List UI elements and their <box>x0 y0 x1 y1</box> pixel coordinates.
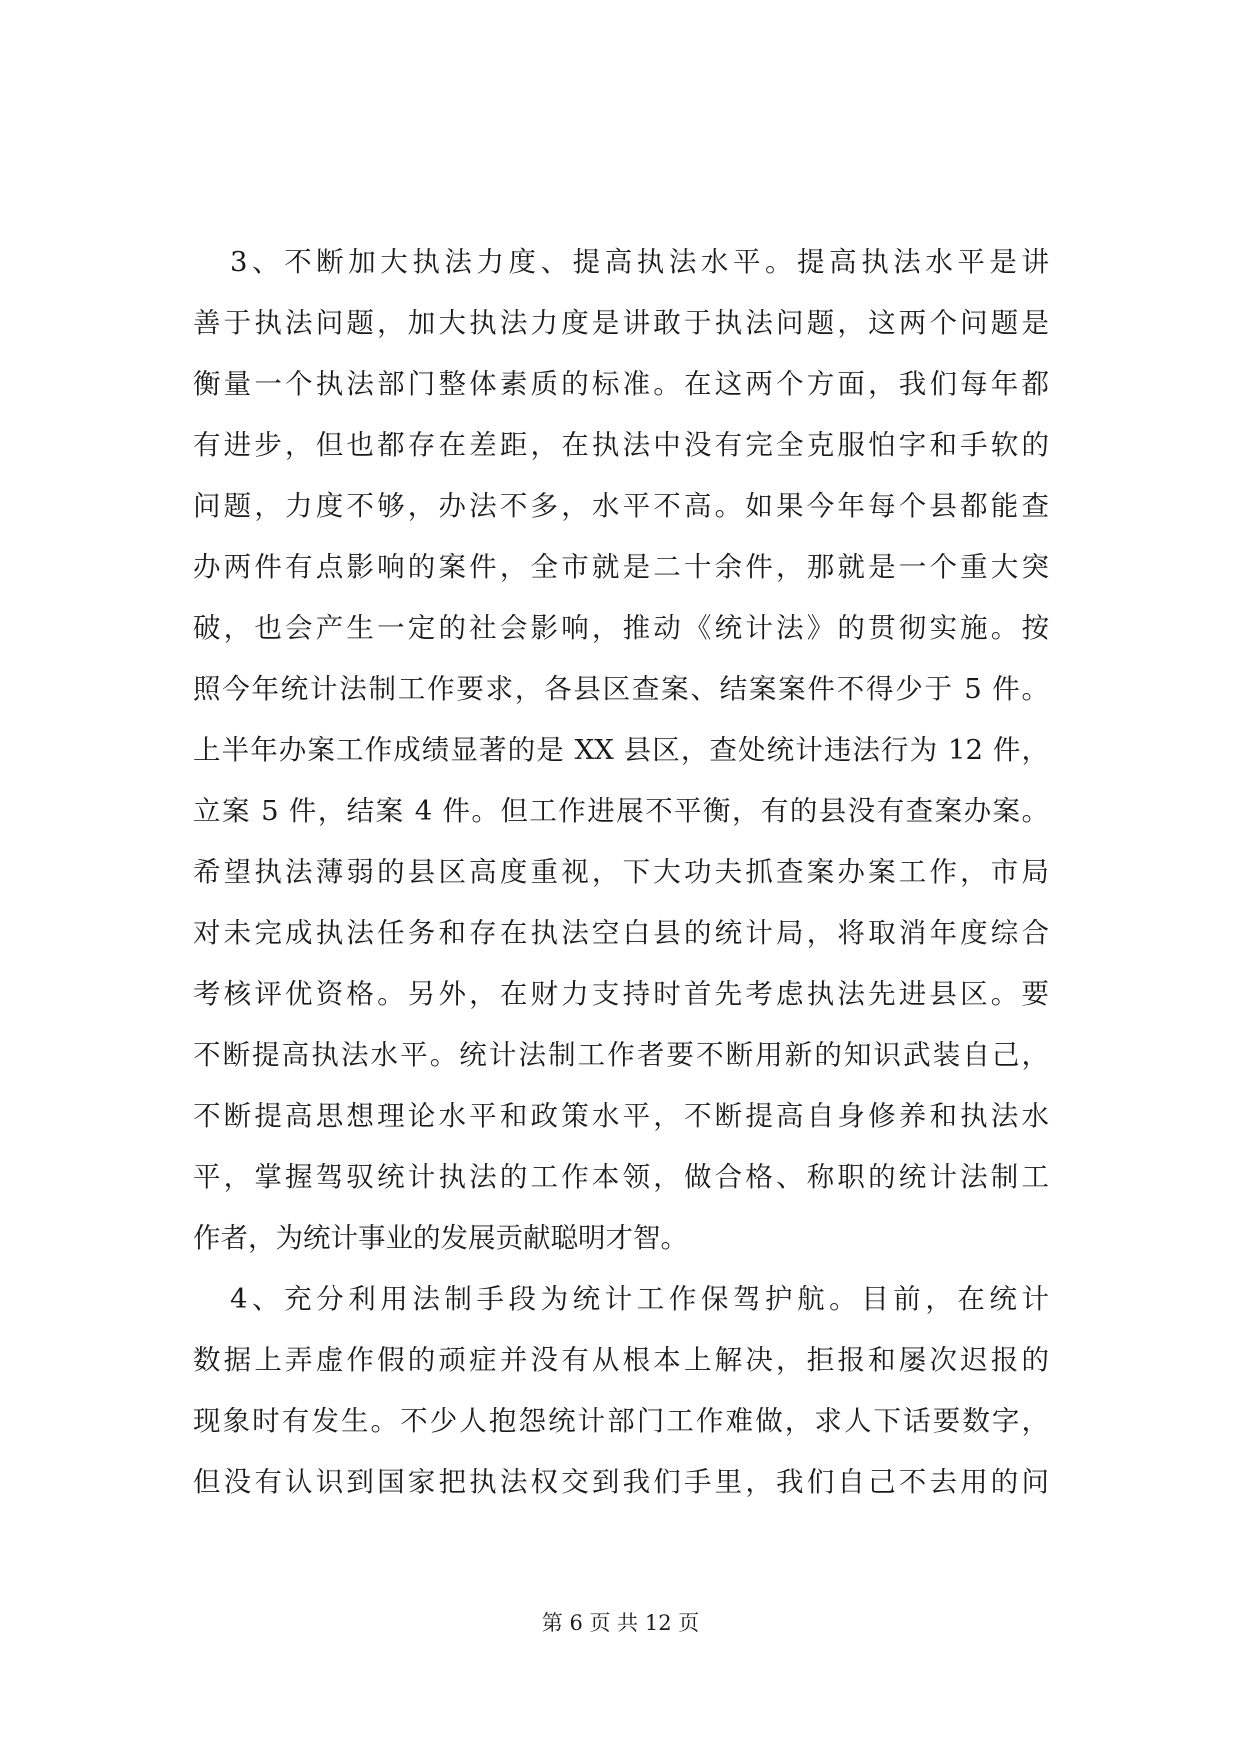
paragraph-3-line-11: 希望执法薄弱的县区高度重视，下大功夫抓查案办案工作，市局 <box>193 856 1049 888</box>
paragraph-3-line-8: 照今年统计法制工作要求，各县区查案、结案案件不得少于 5 件。 <box>193 673 1049 705</box>
paragraph-3-line-1: 3、不断加大执法力度、提高执法水平。提高执法水平是讲 <box>230 246 1049 278</box>
paragraph-3-line-3: 衡量一个执法部门整体素质的标准。在这两个方面，我们每年都 <box>193 368 1049 400</box>
paragraph-3-line-13: 考核评优资格。另外，在财力支持时首先考虑执法先进县区。要 <box>193 978 1049 1010</box>
paragraph-4-line-4: 但没有认识到国家把执法权交到我们手里，我们自己不去用的问 <box>193 1466 1049 1498</box>
paragraph-3-line-4: 有进步，但也都存在差距，在执法中没有完全克服怕字和手软的 <box>193 429 1049 461</box>
paragraph-3-line-5: 问题，力度不够，办法不多，水平不高。如果今年每个县都能查 <box>193 490 1049 522</box>
paragraph-3-line-2: 善于执法问题，加大执法力度是讲敢于执法问题，这两个问题是 <box>193 307 1049 339</box>
paragraph-4-line-2: 数据上弄虚作假的顽症并没有从根本上解决，拒报和屡次迟报的 <box>193 1344 1049 1376</box>
paragraph-4-line-3: 现象时有发生。不少人抱怨统计部门工作难做，求人下话要数字， <box>193 1405 1049 1437</box>
paragraph-3-line-14: 不断提高执法水平。统计法制工作者要不断用新的知识武装自己， <box>193 1039 1049 1071</box>
paragraph-4-line-1: 4、充分利用法制手段为统计工作保驾护航。目前，在统计 <box>230 1283 1049 1315</box>
paragraph-3-line-16: 平，掌握驾驭统计执法的工作本领，做合格、称职的统计法制工 <box>193 1161 1049 1193</box>
paragraph-3-line-12: 对未完成执法任务和存在执法空白县的统计局，将取消年度综合 <box>193 917 1049 949</box>
paragraph-3-line-17: 作者，为统计事业的发展贡献聪明才智。 <box>193 1222 688 1254</box>
paragraph-3-line-15: 不断提高思想理论水平和政策水平，不断提高自身修养和执法水 <box>193 1100 1049 1132</box>
paragraph-3-line-9: 上半年办案工作成绩显著的是 XX 县区，查处统计违法行为 12 件， <box>193 734 1049 766</box>
page-number-footer: 第 6 页 共 12 页 <box>541 1611 700 1635</box>
document-body <box>193 232 1049 1513</box>
paragraph-3-line-6: 办两件有点影响的案件，全市就是二十余件，那就是一个重大突 <box>193 551 1049 583</box>
paragraph-3-line-7: 破，也会产生一定的社会影响，推动《统计法》的贯彻实施。按 <box>193 612 1049 644</box>
paragraph-3-line-10: 立案 5 件，结案 4 件。但工作进展不平衡，有的县没有查案办案。 <box>193 795 1049 827</box>
